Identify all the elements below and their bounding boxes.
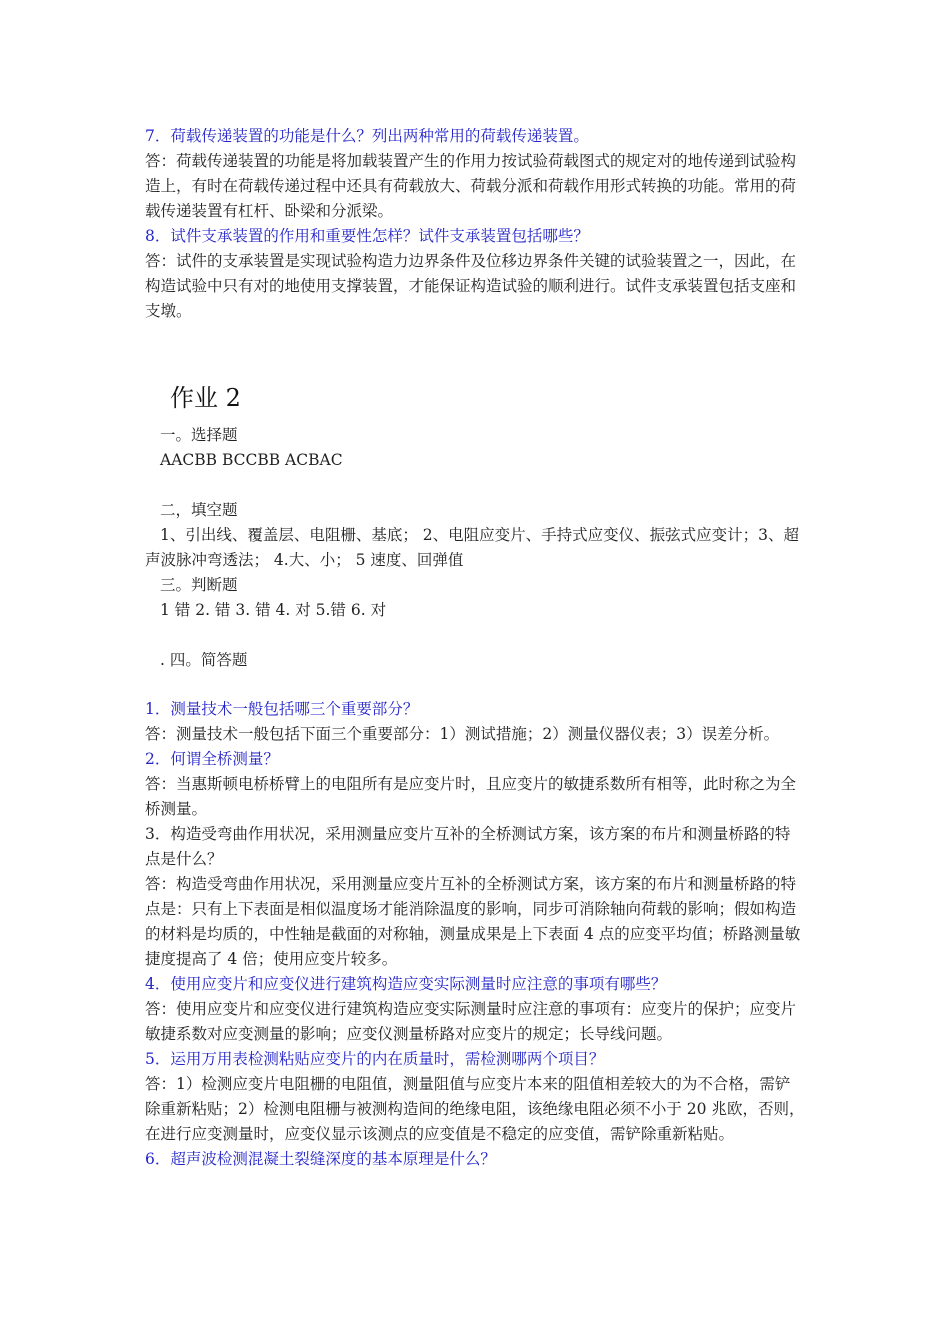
answer-7: 答：荷载传递装置的功能是将加载装置产生的作用力按试验荷载图式的规定对的地传递到试验构造上，有时在荷载传递过程中还具有荷载放大、荷载分派和荷载作用形式转换的功能。常用的荷载传递装置有杠杆、卧梁和分派梁。 [145, 152, 797, 220]
short-heading: . 四。简答题 [160, 651, 248, 669]
short-question-5: 5．运用万用表检测粘贴应变片的内在质量时，需检测哪两个项目？ [145, 1050, 605, 1068]
short-answer-2: 答：当惠斯顿电桥桥臂上的电阻所有是应变片时，且应变片的敏捷系数所有相等，此时称之为全桥测量。 [145, 775, 797, 818]
short-question-4: 4．使用应变片和应变仪进行建筑构造应变实际测量时应注意的事项有哪些？ [145, 975, 667, 993]
short-answer-5: 答：1）检测应变片电阻栅的电阻值，测量阻值与应变片本来的阻值相差较大的为不合格，需铲除重新粘贴；2）检测电阻栅与被测构造间的绝缘电阻，该绝缘电阻必须不小于 20 兆欧，否则，在进行应变测量时，应变仪显示该测点的应变值是不稳定的应变值，需铲除重新粘贴。 [145, 1075, 805, 1143]
top-qa-section [145, 124, 805, 324]
short-answer-3: 答：构造受弯曲作用状况，采用测量应变片互补的全桥测试方案，该方案的布片和测量桥路的特点是：只有上下表面是相似温度场才能消除温度的影响，同步可消除轴向荷载的影响；假如构造的材料是均质的，中性轴是截面的对称轴，测量成果是上下表面 4 点的应变平均值；桥路测量敏捷度提高了 4 倍；使用应变片较多。 [145, 875, 801, 968]
fill-heading: 二，填空题 [160, 501, 238, 519]
judge-heading: 三。判断题 [160, 576, 238, 594]
choice-heading: 一。选择题 [160, 426, 238, 444]
fill-answers: 1、引出线、覆盖层、电阻栅、基底； 2、电阻应变片、手持式应变仪、振弦式应变计；3、超声波脉冲弯透法； 4.大、小； 5 速度、回弹值 [145, 526, 800, 569]
short-question-6: 6．超声波检测混凝土裂缝深度的基本原理是什么？ [145, 1150, 496, 1168]
short-answer-4: 答：使用应变片和应变仪进行建筑构造应变实际测量时应注意的事项有：应变片的保护；应变片敏捷系数对应变测量的影响；应变仪测量桥路对应变片的规定；长导线问题。 [145, 1000, 797, 1043]
short-question-1: 1．测量技术一般包括哪三个重要部分？ [145, 700, 419, 718]
short-answer-1: 答：测量技术一般包括下面三个重要部分：1）测试措施；2）测量仪器仪表；3）误差分析。 [145, 725, 780, 743]
question-7: 7．荷载传递装置的功能是什么？列出两种常用的荷载传递装置。 [145, 127, 589, 145]
judge-answers: 1 错 2. 错 3. 错 4. 对 5.错 6. 对 [160, 601, 387, 619]
short-question-3: 3．构造受弯曲作用状况，采用测量应变片互补的全桥测试方案，该方案的布片和测量桥路的特点是什么？ [145, 825, 791, 868]
question-8: 8．试件支承装置的作用和重要性怎样？试件支承装置包括哪些？ [145, 227, 589, 245]
assignment-title: 作业 2 [170, 384, 241, 412]
short-answer-section [145, 697, 805, 1172]
choice-answers: AACBB BCCBB ACBAC [160, 451, 343, 469]
short-question-2: 2．何谓全桥测量？ [145, 750, 279, 768]
answer-8: 答：试件的支承装置是实现试验构造力边界条件及位移边界条件关键的试验装置之一，因此，在构造试验中只有对的地使用支撑装置，才能保证构造试验的顺利进行。试件支承装置包括支座和支墩。 [145, 252, 797, 320]
